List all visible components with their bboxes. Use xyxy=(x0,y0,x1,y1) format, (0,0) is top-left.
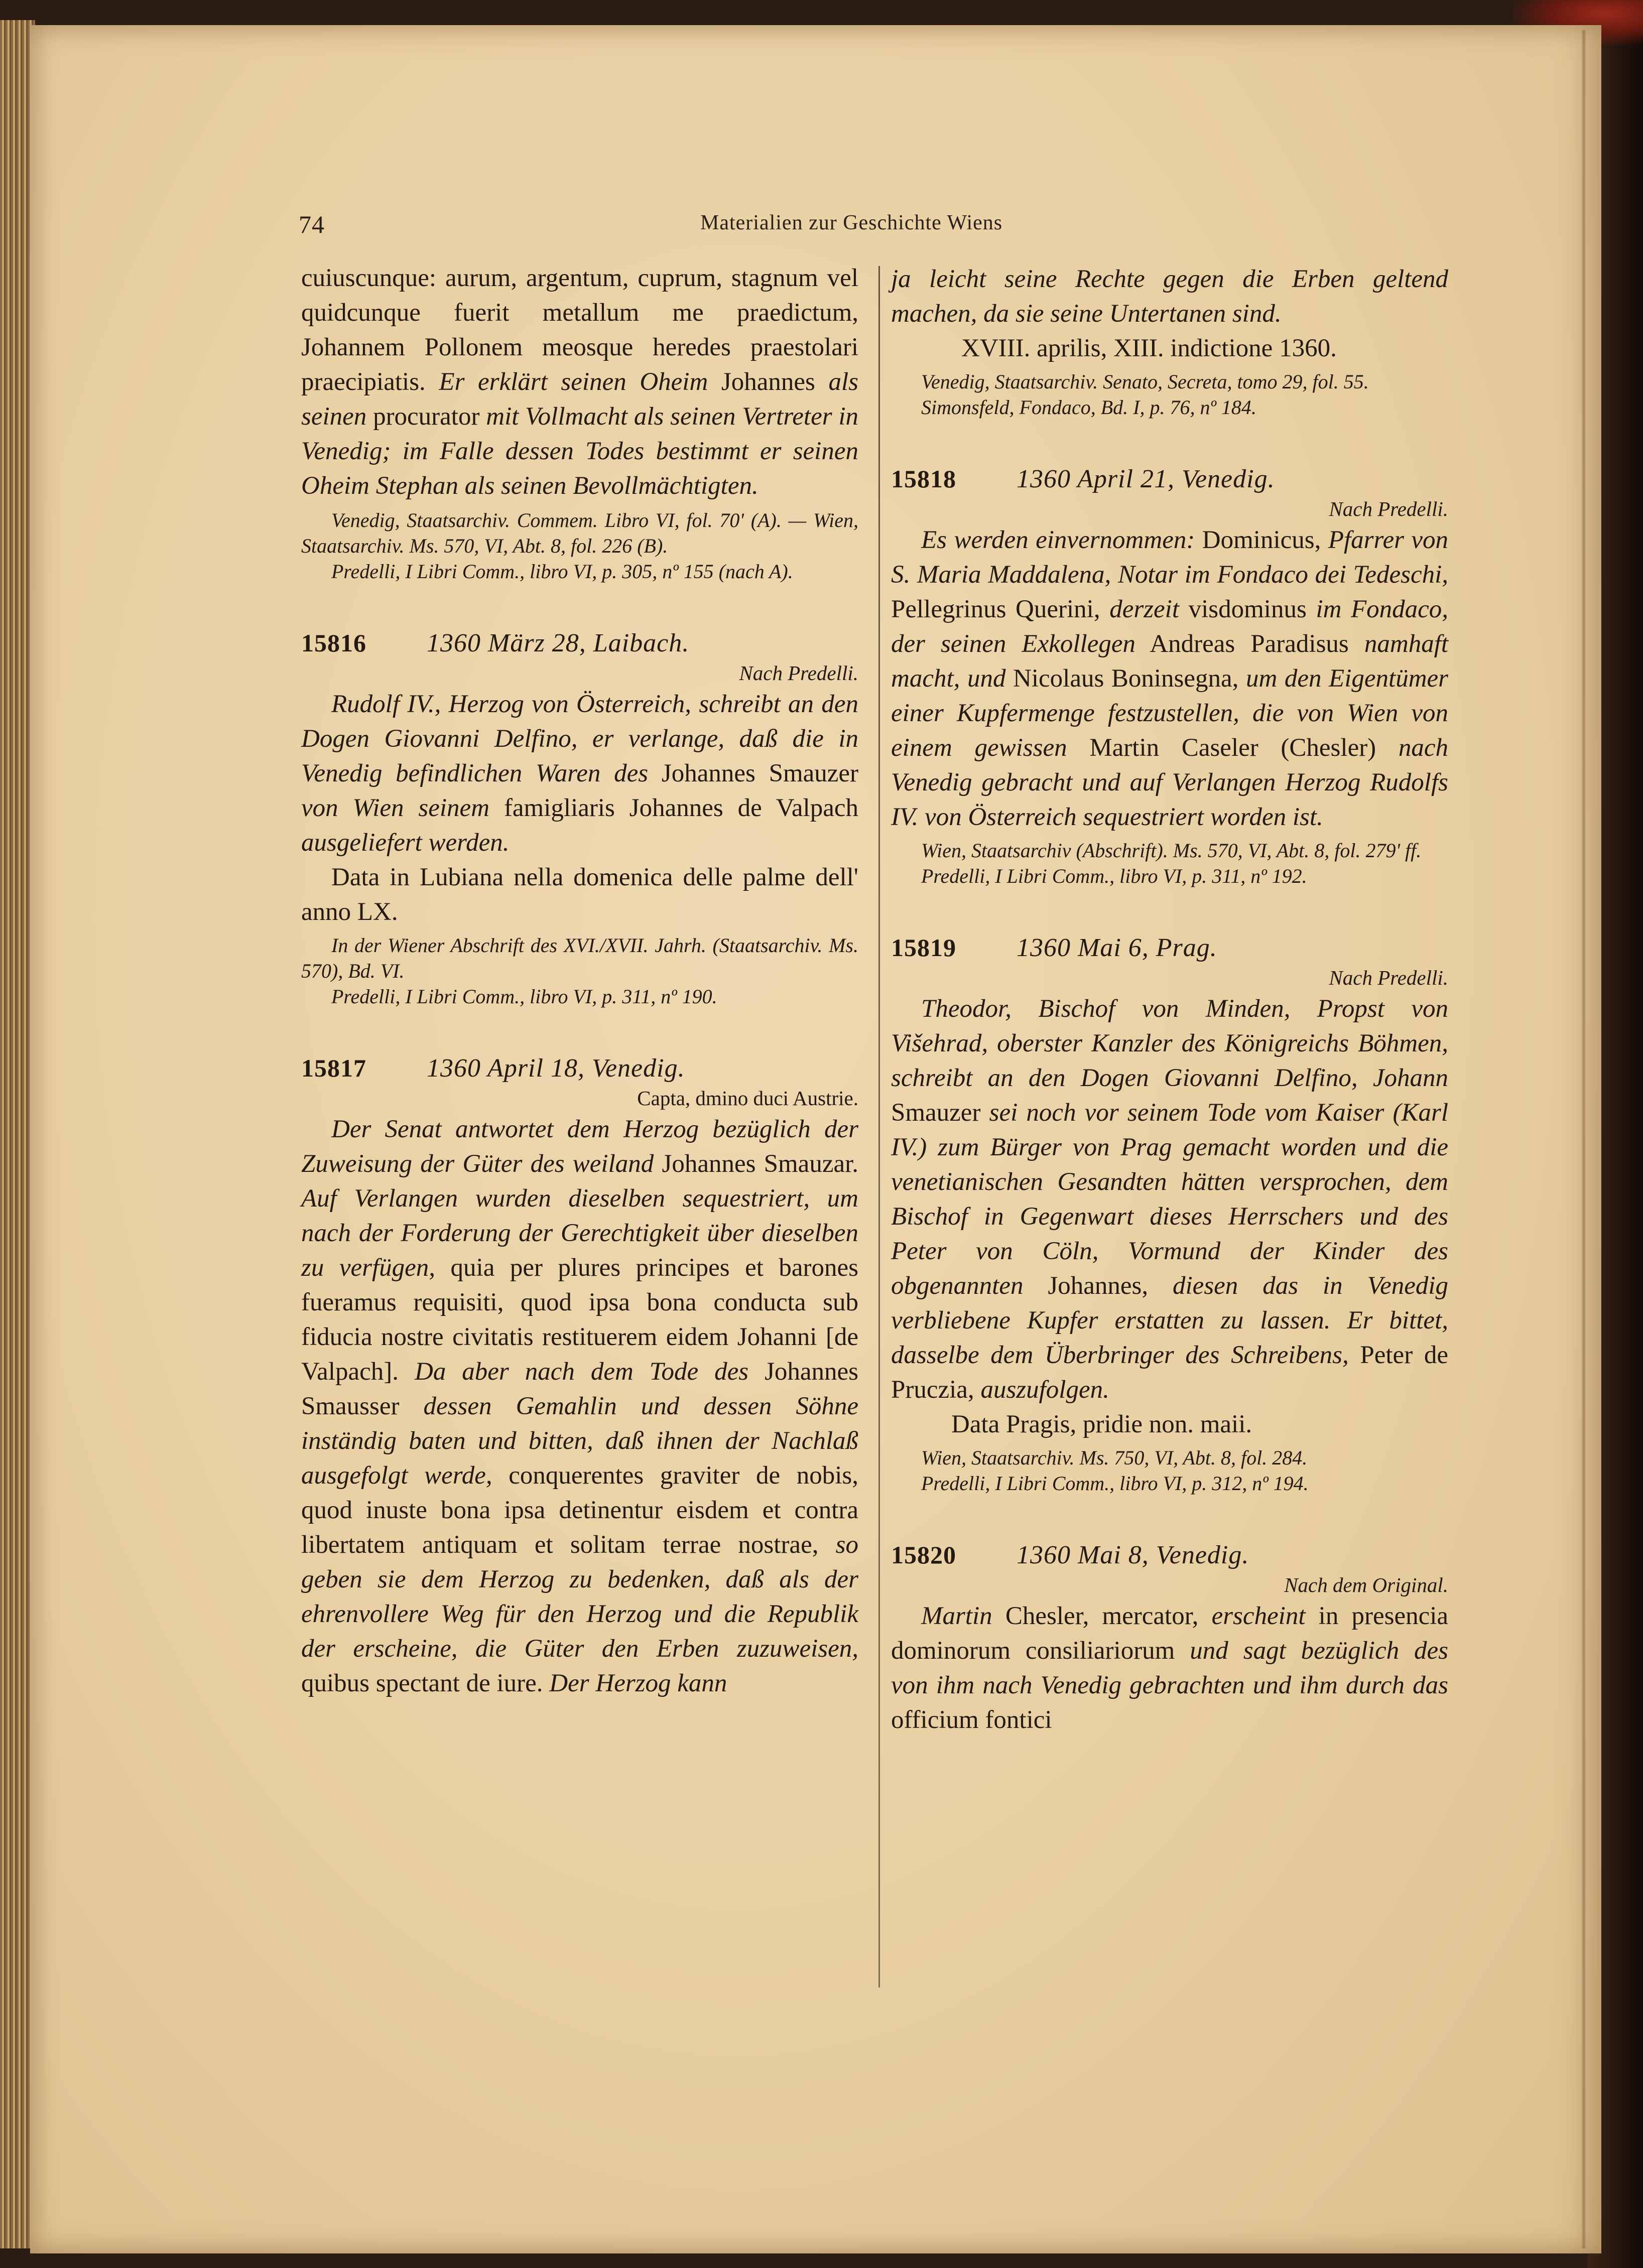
entry-date: 1360 April 21, Venedig. xyxy=(1017,465,1275,493)
source-citation: Simonsfeld, Fondaco, Bd. I, p. 76, nº 184. xyxy=(921,396,1256,419)
entry-dating: Data Pragis, pridie non. maii. xyxy=(951,1410,1252,1438)
entry-text: Rudolf IV., Herzog von Österreich, schreibt an den Dogen Giovanni Delfino, er verlange, daß die in Venedig befindlichen Waren des Johannes Smauzer von Wien seinem famigliaris Johannes de Valpach ausgeliefert werden. xyxy=(301,690,859,857)
source-citation: Predelli, I Libri Comm., libro VI, p. 311, nº 192. xyxy=(921,865,1307,887)
column-rule xyxy=(878,266,880,1987)
entry-source-note: Capta, dmino duci Austrie. xyxy=(637,1087,858,1110)
entry-text: Der Senat antwortet dem Herzog bezüglich der Zuweisung der Güter des weiland Johannes Smauzar. Auf Verlangen wurden dieselben sequestriert, um nach der Forderung der Gerechtigkeit über dieselben zu verfügen, quia per plures principes et barones fueramus requisiti, quod ipsa bona conducta sub fiducia nostre civitatis restituerem eidem Johanni [de Valpach]. Da aber nach dem Tode des Johannes Smausser dessen Gemahlin und dessen Söhne inständig baten und bitten, daß ihnen der Nachlaß ausgefolgt werde, conquerentes graviter de nobis, quod inuste bona ipsa detinentur eisdem et contra libertatem antiquam et solitam terrae nostrae, so geben sie dem Herzog zu bedenken, daß als der ehrenvollere Weg für den Herzog und die Republik der erscheine, die Güter den Erben zuzuweisen, quibus spectant de iure. Der Herzog kann xyxy=(301,1115,859,1697)
entry-continuation: ja leicht seine Rechte gegen die Erben geltend machen, da sie seine Untertanen sind. xyxy=(891,265,1448,328)
source-citation: Wien, Staatsarchiv. Ms. 750, VI, Abt. 8, fol. 284. xyxy=(921,1446,1308,1469)
entry-continuation: cuiuscunque: aurum, argentum, cuprum, stagnum vel quidcunque fuerit metallum me praedictum, Johannem Pollonem meosque heredes praestolari praecipiatis. Er erklärt seinen Oheim Johannes als seinen procurator mit Vollmacht als seinen Vertreter in Venedig; im Falle dessen Todes bestimmt er seinen Oheim Stephan als seinen Bevollmächtigten. xyxy=(301,264,859,500)
source-citation: In der Wiener Abschrift des XVI./XVII. Jahrh. (Staatsarchiv. Ms. 570), Bd. VI. xyxy=(301,934,858,982)
page-fold xyxy=(1581,30,1586,2248)
entry-text: Theodor, Bischof von Minden, Propst von Višehrad, oberster Kanzler des Königreichs Böhmen, schreibt an den Dogen Giovanni Delfino, Johann Smauzer sei noch vor seinem Tode vom Kaiser (Karl IV.) zum Bürger von Prag gemacht worden und die venetianischen Gesandten hätten versprochen, dem Bischof in Gegenwart dieses Herrschers und des Peter von Cöln, Vormund der Kinder des obgenannten Johannes, diesen das in Venedig verbliebene Kupfer erstatten zu lassen. Er bittet, dasselbe dem Überbringer des Schreibens, Peter de Pruczia, auszufolgen. xyxy=(891,995,1449,1404)
source-citation: Predelli, I Libri Comm., libro VI, p. 305, nº 155 (nach A). xyxy=(331,560,793,583)
entry-heading-15818 xyxy=(891,464,1448,494)
entry-dating: Data in Lubiana nella domenica delle palme dell' anno LX. xyxy=(301,863,858,926)
entry-date: 1360 April 18, Venedig. xyxy=(427,1054,685,1083)
entry-heading-15816 xyxy=(301,628,858,658)
right-column xyxy=(891,262,1448,1738)
entry-heading-15820 xyxy=(891,1540,1448,1570)
entry-source-note: Nach dem Original. xyxy=(1284,1573,1448,1596)
entry-dating: XVIII. aprilis, XIII. indictione 1360. xyxy=(961,334,1337,362)
source-citation: Wien, Staatsarchiv (Abschrift). Ms. 570, VI, Abt. 8, fol. 279' ff. xyxy=(921,839,1422,862)
entry-text: Es werden einvernommen: Dominicus, Pfarrer von S. Maria Maddalena, Notar im Fondaco dei Tedeschi, Pellegrinus Querini, derzeit visdominus im Fondaco, der seinen Exkollegen Andreas Paradisus namhaft macht, und Nicolaus Boninsegna, um den Eigentümer einer Kupfermenge festzustellen, die von Wien von einem gewissen Martin Caseler (Chesler) nach Venedig gebracht und auf Verlangen Herzog Rudolfs IV. von Österreich sequestriert worden ist. xyxy=(891,526,1449,831)
entry-text: Martin Chesler, mercator, erscheint in presencia dominorum consiliariorum und sagt bezüglich des von ihm nach Venedig gebrachten und ihm durch das officium fontici xyxy=(891,1602,1449,1734)
entry-date: 1360 Mai 6, Prag. xyxy=(1017,933,1217,962)
source-citation: Venedig, Staatsarchiv. Commem. Libro VI, fol. 70' (A). — Wien, Staatsarchiv. Ms. 570, VI, Abt. 8, fol. 226 (B). xyxy=(301,509,858,557)
entry-number: 15820 xyxy=(891,1541,956,1569)
source-citation: Predelli, I Libri Comm., libro VI, p. 311, nº 190. xyxy=(331,985,717,1008)
entry-source-note: Nach Predelli. xyxy=(1329,497,1448,520)
entry-number: 15819 xyxy=(891,933,956,962)
entry-number: 15817 xyxy=(301,1054,366,1082)
source-citation: Venedig, Staatsarchiv. Senato, Secreta, tomo 29, fol. 55. xyxy=(921,370,1369,393)
running-head: Materialien zur Geschichte Wiens xyxy=(700,211,1003,234)
page-number: 74 xyxy=(299,210,325,238)
entry-number: 15818 xyxy=(891,465,956,493)
entry-source-note: Nach Predelli. xyxy=(1329,966,1448,989)
entry-date: 1360 Mai 8, Venedig. xyxy=(1017,1541,1249,1569)
entry-date: 1360 März 28, Laibach. xyxy=(427,629,690,657)
entry-source-note: Nach Predelli. xyxy=(739,661,858,685)
entry-heading-15819 xyxy=(891,933,1448,963)
entry-number: 15816 xyxy=(301,629,366,657)
entry-heading-15817 xyxy=(301,1053,858,1083)
source-citation: Predelli, I Libri Comm., libro VI, p. 312, nº 194. xyxy=(921,1472,1309,1495)
left-column xyxy=(301,261,858,1701)
